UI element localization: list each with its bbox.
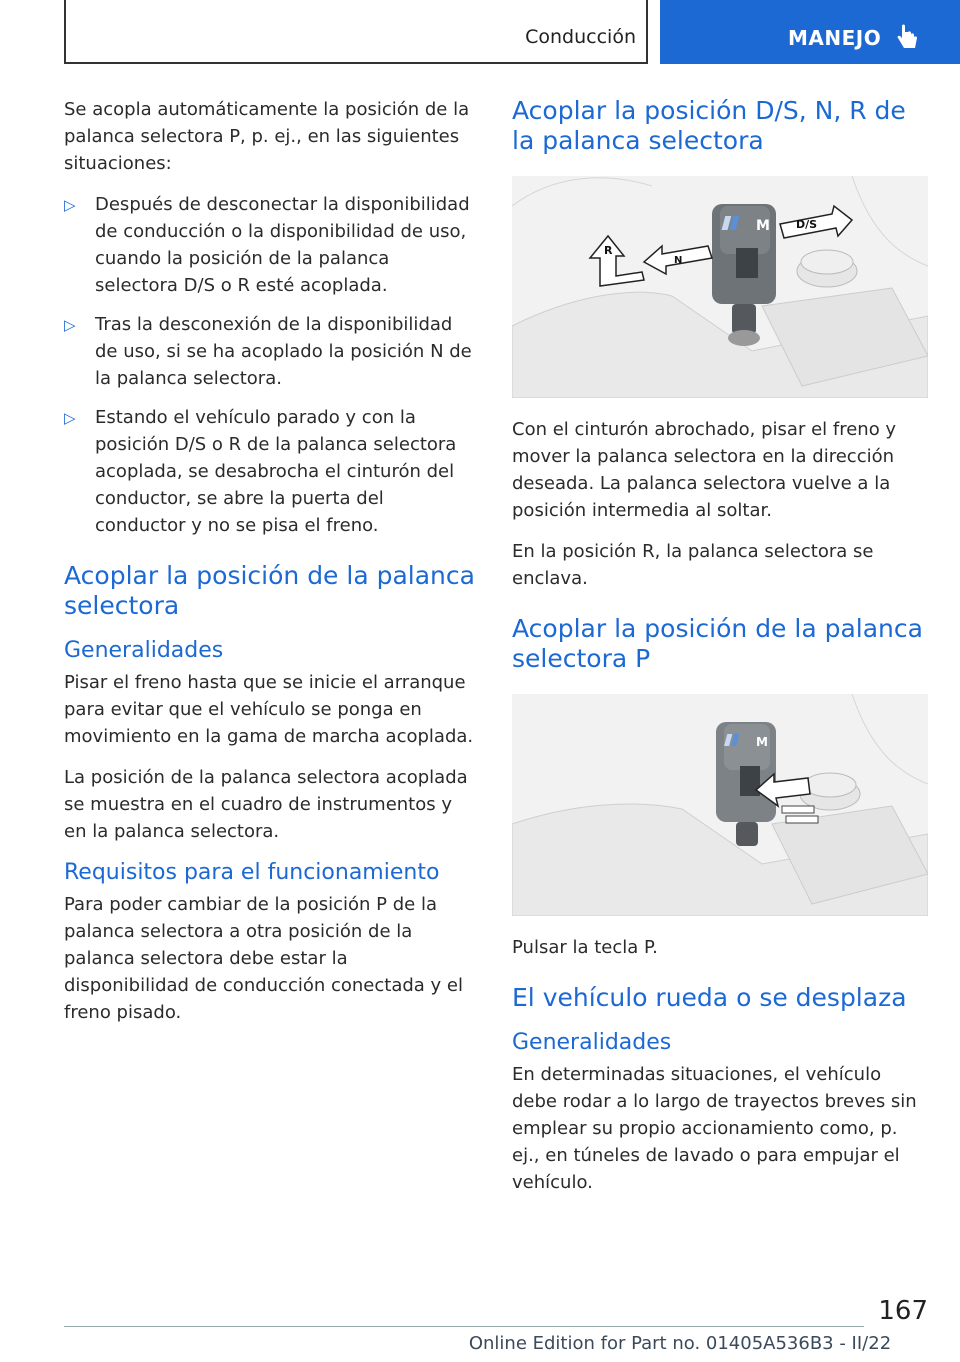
label-r: R (604, 244, 613, 257)
list-item (64, 191, 476, 299)
list-item (64, 404, 476, 539)
selector-lever-illustration-1 (512, 176, 928, 398)
triangle-bullet-icon: ▷ (64, 316, 76, 334)
heading-general: Generalidades (64, 638, 224, 663)
rolling-paragraph: En determinadas situaciones, el vehículo debe rodar a lo largo de trayectos breves sin emplear su propio accionamiento como, p. ej., en túneles de lavado o para empujar el vehículo. (512, 1064, 917, 1193)
footer-divider (64, 1326, 864, 1327)
triangle-bullet-icon: ▷ (64, 196, 76, 214)
heading-vehicle-rolls: El vehículo rueda o se desplaza (512, 983, 907, 1012)
general-paragraph-1: Pisar el freno hasta que se inicie el arranque para evitar que el vehículo se ponga en movimiento en la gama de marcha acoplada. (64, 672, 474, 747)
page-number: 167 (878, 1296, 928, 1326)
general-paragraph-2: La posición de la palanca selectora acoplada se muestra en el cuadro de instrumentos y en la palanca selectora. (64, 767, 468, 842)
svg-text:M: M (756, 218, 770, 234)
heading-engage-p: Acoplar la posición de la palanca selectora P (512, 614, 923, 673)
triangle-bullet-icon: ▷ (64, 409, 76, 427)
list-item-text: Después de desconectar la disponibilidad de conducción o la disponibilidad de uso, cuando la posición de la palanca selectora D/S o R esté acoplada. (95, 194, 470, 296)
list-item (64, 311, 476, 392)
chapter-title: MANEJO (788, 26, 882, 50)
heading-engage-selector: Acoplar la posición de la palanca selectora (64, 561, 475, 620)
list-item-text: Estando el vehículo parado y con la posición D/S o R de la palanca selectora acoplada, se desabrocha el cinturón del conductor, se abre la puerta del conductor y no se pisa el freno. (95, 407, 457, 536)
list-item-text: Tras la desconexión de la disponibilidad de uso, si se ha acoplado la posición N de la palanca selectora. (95, 314, 472, 389)
heading-general-2: Generalidades (512, 1030, 672, 1055)
chapter-tab[interactable] (660, 0, 960, 64)
pointing-hand-icon (896, 24, 920, 52)
requirements-paragraph: Para poder cambiar de la posición P de la palanca selectora a otra posición de la palanca selectora debe estar la disponibilidad de conducción conectada y el freno pisado. (64, 894, 463, 1023)
auto-p-conditions-list (64, 191, 476, 539)
left-column (64, 96, 476, 1040)
heading-requirements: Requisitos para el funcionamiento (64, 860, 440, 885)
edition-note: Online Edition for Part no. 01405A536B3 - II/22 (468, 1333, 892, 1354)
intro-paragraph: Se acopla automáticamente la posición de la palanca selectora P, p. ej., en las siguientes situaciones: (64, 99, 470, 174)
section-title: Conducción (525, 26, 636, 48)
dsnr-paragraph-1: Con el cinturón abrochado, pisar el freno y mover la palanca selectora en la dirección deseada. La palanca selectora vuelve a la posición intermedia al soltar. (512, 419, 897, 521)
heading-engage-dsnr: Acoplar la posición D/S, N, R de la palanca selectora (512, 96, 906, 155)
label-n: N (674, 255, 683, 266)
right-column (512, 96, 930, 1210)
press-p-paragraph: Pulsar la tecla P. (512, 937, 658, 958)
dsnr-paragraph-2: En la posición R, la palanca selectora se enclava. (512, 541, 874, 589)
selector-lever-illustration-2 (512, 694, 928, 916)
svg-text:M: M (756, 735, 768, 749)
label-ds: D/S (796, 218, 818, 231)
